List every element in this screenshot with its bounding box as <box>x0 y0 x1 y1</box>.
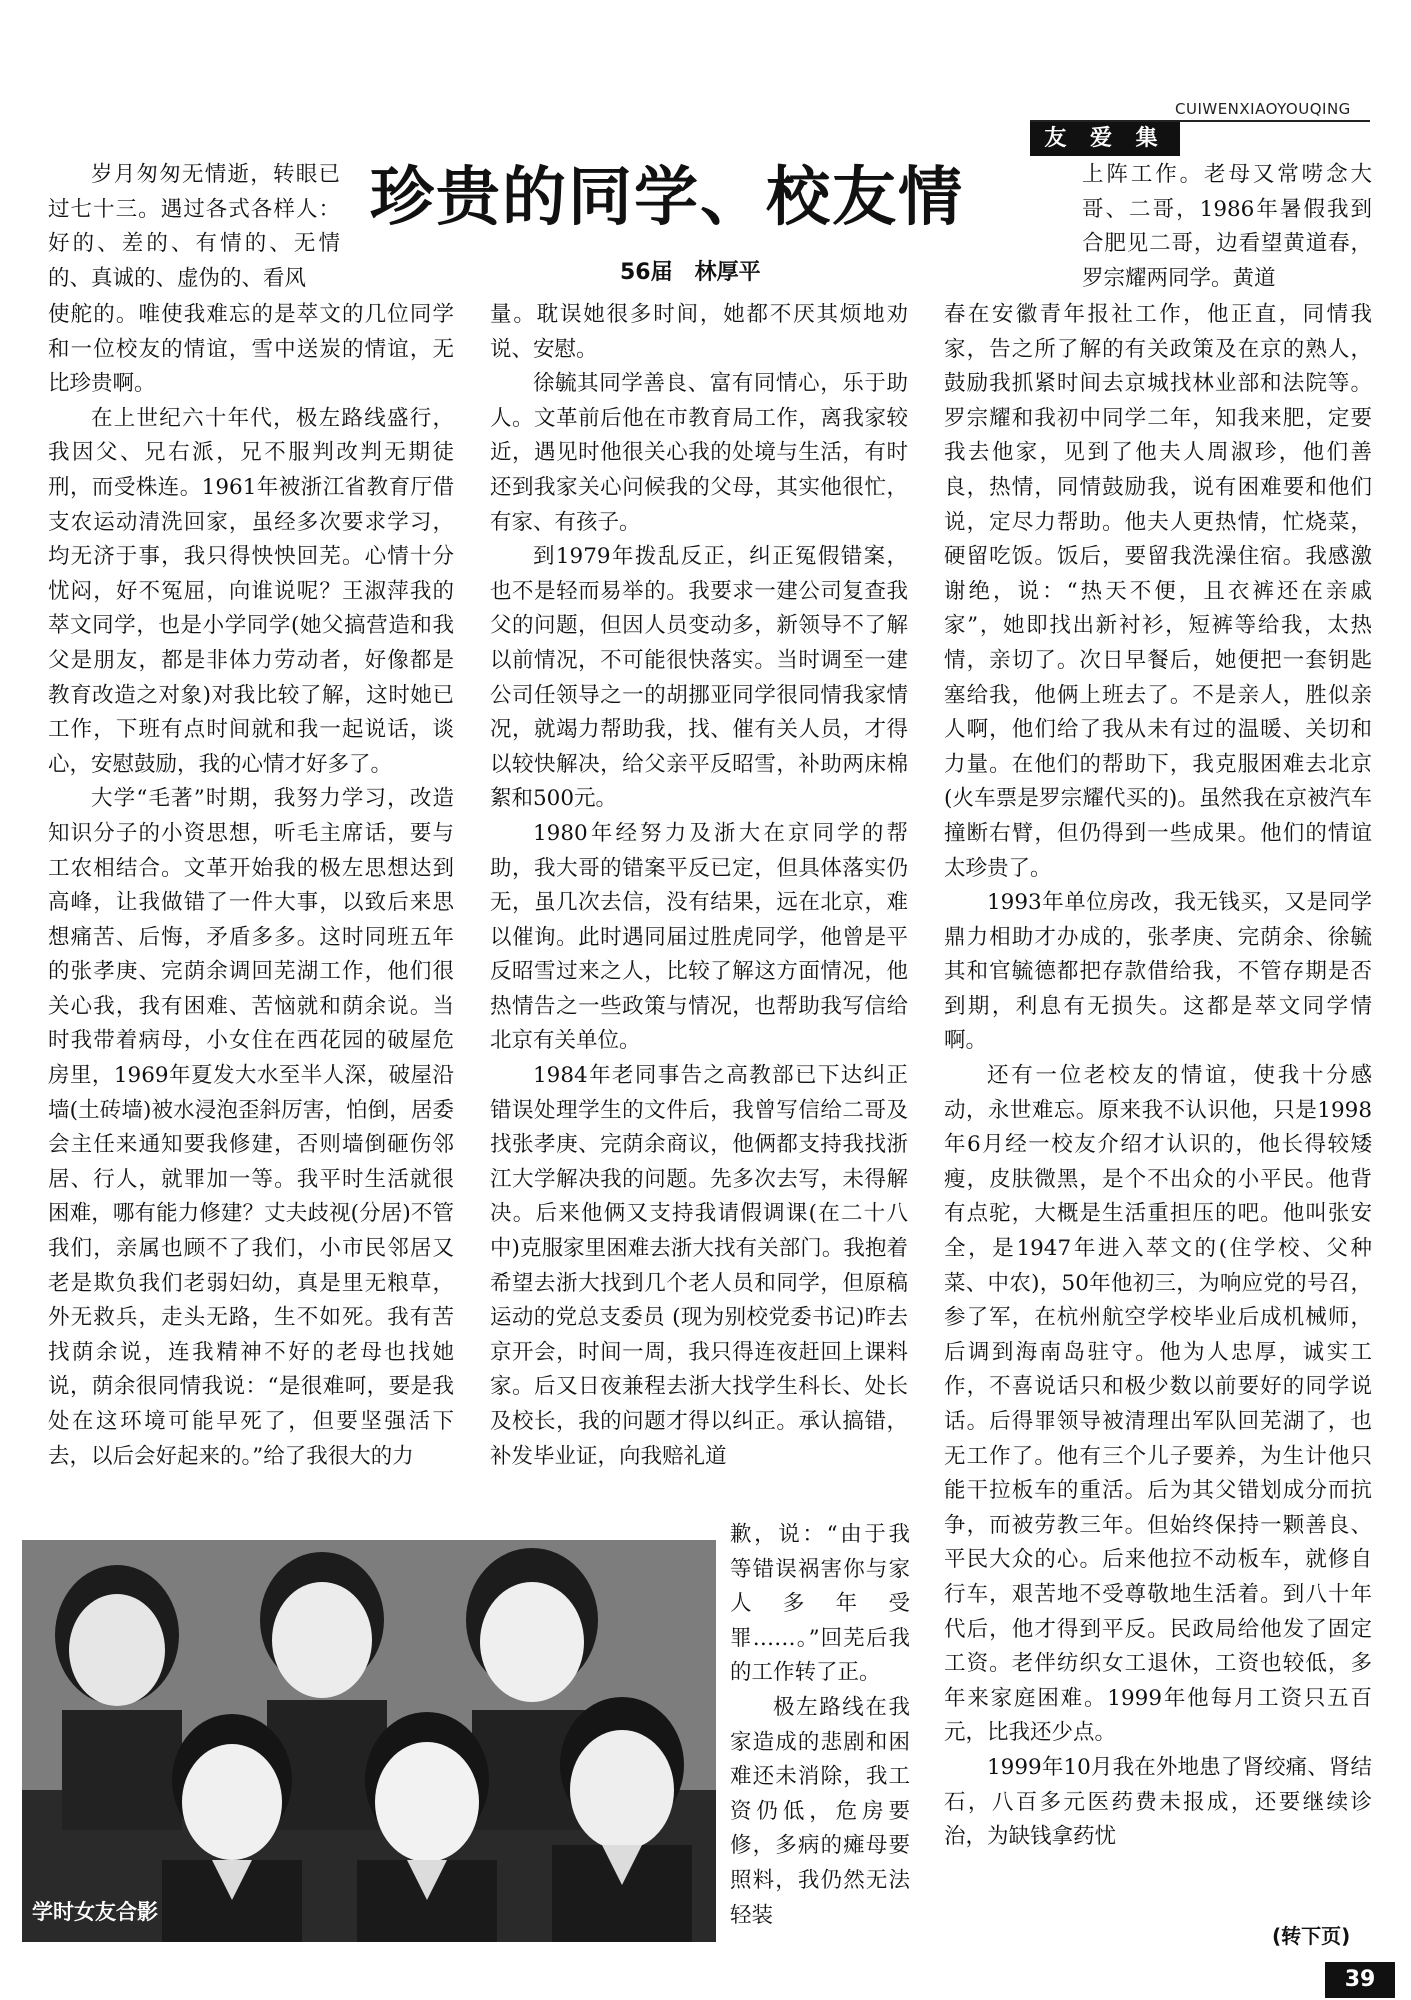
paragraph: 徐毓其同学善良、富有同情心，乐于助人。文革前后他在市教育局工作，离我家较近，遇见时他很关心我的处境与生活，有时还到我家关心问候我的父母，其实他很忙，有家、有孩子。 <box>490 371 908 535</box>
photo-caption: 学时女友合影 <box>32 1900 158 1924</box>
paragraph: 1999年10月我在外地患了肾绞痛、肾结石，八百多元医药费未报成，还要继续诊治，为缺钱拿药忧 <box>944 1754 1372 1850</box>
article-title: 珍贵的同学、校友情 <box>370 161 964 235</box>
paragraph: 岁月匆匆无情逝，转眼已过七十三。遇过各式各样人：好的、差的、有情的、无情的、真诚的、虚伪的、看风 <box>48 162 340 291</box>
page-number: 39 <box>1325 1962 1395 1998</box>
paragraph: 歉，说：“由于我等错误祸害你与家人多年受罪……。”回芜后我的工作转了正。 <box>730 1522 910 1686</box>
article-byline: 56届 林厚平 <box>620 260 761 285</box>
paragraph: 上阵工作。老母又常唠念大哥、二哥，1986年暑假我到合肥见二哥，边看望黄道春，罗宗耀两同学。黄道 <box>1082 162 1372 291</box>
paragraph: 使舵的。唯使我难忘的是萃文的几位同学和一位校友的情谊，雪中送炭的情谊，无比珍贵啊。 <box>48 302 454 397</box>
paragraph: 春在安徽青年报社工作，他正直，同情我家，告之所了解的有关政策及在京的熟人，鼓励我抓紧时间去京城找林业部和法院等。罗宗耀和我初中同学二年，知我来肥，定要我去他家，见到了他夫人周淑珍，他们善良，热情，同情鼓励我，说有困难要和他们说，定尽力帮助。他夫人更热情，忙烧菜，硬留吃饭。饭后，要留我洗澡住宿。我感激谢绝，说：“热天不便，且衣裤还在亲戚家”，她即找出新衬衫，短裤等给我，太热情，亲切了。次日早餐后，她便把一套钥匙塞给我，他俩上班去了。不是亲人，胜似亲人啊，他们给了我从未有过的温暖、关切和力量。在他们的帮助下，我克服困难去北京(火车票是罗宗耀代买的)。虽然我在京被汽车撞断右臂，但仍得到一些成果。他们的情谊太珍贵了。 <box>944 302 1372 881</box>
column-2-continued <box>730 1518 910 1933</box>
section-pinyin: CUIWENXIAOYOUQING <box>1175 100 1351 118</box>
paragraph: 在上世纪六十年代，极左路线盛行，我因父、兄右派，兄不服判改判无期徒刑，而受株连。1961年被浙江省教育厅借支农运动清洗回家，虽经多次要求学习，均无济于事，我只得怏怏回芜。心情十分忧闷，好不冤屈，向谁说呢？王淑萍我的萃文同学，也是小学同学(她父搞营造和我父是朋友，都是非体力劳动者，好像都是教育改造之对象)对我比较了解，这时她已工作，下班有点时间就和我一起说话，谈心，安慰鼓励，我的心情才好多了。 <box>48 405 454 777</box>
paragraph: 到1979年拨乱反正，纠正冤假错案，也不是轻而易举的。我要求一建公司复查我父的问题，但因人员变动多，新领导不了解以前情况，不可能很快落实。当时调至一建公司任领导之一的胡挪亚同学很同情我家情况，就竭力帮助我，找、催有关人员，才得以较快解决，给父亲平反昭雪，补助两床棉絮和500元。 <box>490 544 908 812</box>
paragraph: 还有一位老校友的情谊，使我十分感动，永世难忘。原来我不认识他，只是1998年6月经一校友介绍才认识的，他长得较矮瘦，皮肤微黑，是个不出众的小平民。他背有点驼，大概是生活重担压的吧。他叫张安全，是1947年进入萃文的(住学校、父种菜、中农)，50年他初三，为响应党的号召，参了军，在杭州航空学校毕业后成机械师，后调到海南岛驻守。他为人忠厚，诚实工作，不喜说话只和极少数以前要好的同学说话。后得罪领导被清理出军队回芜湖了，也无工作了。他有三个儿子要养，为生计他只能干拉板车的重活。后为其父错划成分而抗争，而被劳教三年。但始终保持一颗善良、平民大众的心。后来他拉不动板车，就修自行车，艰苦地不受尊敬地生活着。到八十年代后，他才得到平反。民政局给他发了固定工资。老伴纺织女工退休，工资也较低，多年来家庭困难。1999年他每月工资只五百元，比我还少点。 <box>944 1063 1372 1746</box>
paragraph: 量。耽误她很多时间，她都不厌其烦地劝说、安慰。 <box>490 302 908 362</box>
paragraph: 极左路线在我家造成的悲剧和困难还未消除，我工资仍低，危房要修，多病的瘫母要照料，我仍然无法轻装 <box>730 1694 910 1928</box>
column-2 <box>490 298 908 1474</box>
column-3-top <box>1082 158 1372 296</box>
paragraph: 大学“毛著”时期，我努力学习，改造知识分子的小资思想，听毛主席话，要与工农相结合。文革开始我的极左思想达到高峰，让我做错了一件大事，以致后来思想痛苦、后悔，矛盾多多。这时同班五年的张孝庚、完荫余调回芜湖工作，他们很关心我，我有困难、苦恼就和荫余说。当时我带着病母，小女住在西花园的破屋危房里，1969年夏发大水至半人深，破屋沿墙(土砖墙)被水浸泡歪斜厉害，怕倒，居委会主任来通知要我修建，否则墙倒砸伤邻居、行人，就罪加一等。我平时生活就很困难，哪有能力修建？丈夫歧视(分居)不管我们，亲属也顾不了我们，小市民邻居又老是欺负我们老弱妇幼，真是里无粮草，外无救兵，走头无路，生不如死。我有苦找荫余说，连我精神不好的老母也找她说，荫余很同情我说：“是很难呵，要是我处在这环境可能早死了，但要坚强活下去，以后会好起来的。”给了我很大的力 <box>48 786 454 1469</box>
group-photo <box>22 1540 716 1942</box>
column-1-top <box>48 158 340 296</box>
column-1 <box>48 298 454 1474</box>
column-3 <box>944 298 1372 1855</box>
continued-note: (转下页) <box>1272 1924 1351 1948</box>
paragraph: 1980年经努力及浙大在京同学的帮助，我大哥的错案平反已定，但具体落实仍无，虽几次去信，没有结果，远在北京，难以催询。此时遇同届过胜虎同学，他曾是平反昭雪过来之人，比较了解这方面情况，他热情告之一些政策与情况，也帮助我写信给北京有关单位。 <box>490 820 908 1054</box>
section-label: 友 爱 集 <box>1030 122 1180 156</box>
group-photo-illustration <box>22 1540 716 1942</box>
paragraph: 1993年单位房改，我无钱买，又是同学鼎力相助才办成的，张孝庚、完荫余、徐毓其和官毓德都把存款借给我，不管存期是否到期，利息有无损失。这都是萃文同学情啊。 <box>944 890 1372 1054</box>
paragraph: 1984年老同事告之高教部已下达纠正错误处理学生的文件后，我曾写信给二哥及找张孝庚、完荫余商议，他俩都支持我找浙江大学解决我的问题。先多次去写，未得解决。后来他俩又支持我请假调课(在二十八中)克服家里困难去浙大找有关部门。我抱着希望去浙大找到几个老人员和同学，但原稿运动的党总支委员 (现为别校党委书记)昨去京开会，时间一周，我只得连夜赶回上课料家。后又日夜兼程去浙大找学生科长、处长及校长，我的问题才得以纠正。承认搞错，补发毕业证，向我赔礼道 <box>490 1063 908 1469</box>
